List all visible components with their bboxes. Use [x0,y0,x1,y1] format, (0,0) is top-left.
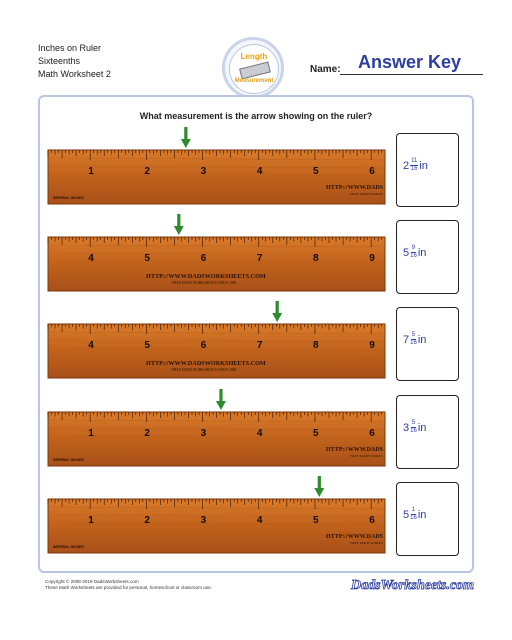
green-arrow-shaft [318,476,321,490]
inch-label: 9 [369,253,375,264]
fraction-numerator: 11 [411,158,418,164]
inch-label: 4 [256,515,263,526]
inch-label: 3 [200,515,207,526]
inch-label: 6 [200,340,207,351]
green-arrow-head [272,313,282,322]
inch-label: 6 [369,166,375,177]
answer-value [403,332,456,347]
fraction-numerator: 5 [411,332,416,338]
copyright-text: Copyright © 2008-2019 DadsWorksheets.com [45,579,139,584]
inch-label: 7 [256,253,263,264]
fraction-denominator: 16 [410,340,417,346]
logo-top-text: Length [240,52,268,61]
answer-value [403,158,456,173]
inch-label: 5 [313,515,319,526]
green-arrow-shaft [219,389,222,403]
inch-label: 1 [88,515,94,526]
answer-key-title: Answer Key [358,52,462,72]
ruler-url: HTTP://WWW.DADS [326,447,383,453]
imperial-label: IMPERIAL INCHES [53,196,84,200]
fraction-numerator: 5 [411,420,416,426]
inch-label: 4 [88,253,94,264]
copyright [45,579,212,591]
inch-label: 6 [369,428,375,439]
answer-value [403,507,456,522]
ruler-problem-5 [48,476,385,553]
answer-unit: in [417,246,427,259]
question-text: What measurement is the arrow showing on the ruler? [139,111,373,121]
answer-fraction [410,245,417,260]
answer-unit: in [417,508,427,521]
ruler-url: HTTP://WWW.DADS [326,534,383,540]
ruler-tagline: FREE MATH WORKSHEETS SINCE 2008 [172,368,237,372]
usage-notice: These Math Worksheets are provided for personal, homeschool or classroom use. [45,585,212,590]
ruler-problem-2 [48,214,385,291]
green-arrow-shaft [184,127,187,141]
inch-label: 8 [313,340,319,351]
fraction-denominator: 16 [410,166,418,172]
answer-unit: in [419,159,428,172]
dadsworksheets-logo: DadsWorksheets.com [350,578,474,593]
inch-label: 1 [88,428,94,439]
ruler-problem-1 [48,127,385,204]
answer-fraction [410,158,418,173]
answer-value [403,245,456,260]
inch-label: 5 [144,340,150,351]
fraction-denominator: 16 [410,253,417,259]
inch-label: 5 [313,166,319,177]
answer-value [403,420,456,435]
fraction-numerator: 1 [411,507,416,513]
answer-unit: in [417,421,427,434]
answer-fraction [410,420,417,435]
inch-label: 3 [200,428,207,439]
answer-whole: 7 [403,333,410,346]
fraction-denominator: 16 [410,515,417,521]
fraction-denominator: 16 [410,428,417,434]
answer-box [396,220,459,294]
ruler-problem-4 [48,389,385,466]
green-arrow-shaft [177,214,180,228]
ruler-tagline: FREE MATH WORKS [350,454,383,458]
green-arrow-head [181,139,191,148]
answer-whole: 5 [403,246,410,259]
inch-label: 3 [200,166,207,177]
inch-label: 2 [144,515,150,526]
ruler-url: HTTP://WWW.DADS [326,185,383,191]
inch-label: 2 [144,428,150,439]
worksheet-subtitle: Sixteenths [38,56,81,66]
fraction-numerator: 9 [411,245,416,251]
name-label: Name: [310,64,341,75]
answer-whole: 3 [403,421,410,434]
green-arrow-head [216,401,226,410]
answer-box [396,133,459,207]
inch-label: 5 [144,253,150,264]
inch-label: 2 [144,166,150,177]
inch-label: 9 [369,340,375,351]
answer-whole: 5 [403,508,410,521]
answer-whole: 2 [403,159,410,172]
worksheet-number: Math Worksheet 2 [38,69,111,79]
answer-box [396,307,459,381]
inch-label: 5 [313,428,319,439]
imperial-label: IMPERIAL INCHES [53,458,84,462]
ruler-tagline: FREE MATH WORKS [350,192,383,196]
inch-label: 6 [369,515,375,526]
ruler-tagline: FREE MATH WORKS [350,541,383,545]
logo-bottom-text: Measurement [234,78,274,84]
green-arrow-shaft [276,301,279,315]
ruler-url: HTTP://WWW.DADSWORKSHEETS.COM [146,273,266,280]
imperial-label: IMPERIAL INCHES [53,545,84,549]
answer-unit: in [417,333,427,346]
inch-label: 7 [256,340,263,351]
answer-fraction [410,332,417,347]
ruler-problem-3 [48,301,385,378]
answer-box [396,395,459,469]
inch-label: 4 [256,166,263,177]
inch-label: 6 [200,253,207,264]
answer-fraction [410,507,417,522]
green-arrow-head [174,226,184,235]
inch-label: 4 [88,340,94,351]
answer-box [396,482,459,556]
inch-label: 1 [88,166,94,177]
green-arrow-head [314,488,324,497]
worksheet-title: Inches on Ruler [38,43,102,53]
inch-label: 4 [256,428,263,439]
inch-label: 8 [313,253,319,264]
ruler-tagline: FREE MATH WORKSHEETS SINCE 2008 [172,281,237,285]
ruler-url: HTTP://WWW.DADSWORKSHEETS.COM [146,360,266,367]
